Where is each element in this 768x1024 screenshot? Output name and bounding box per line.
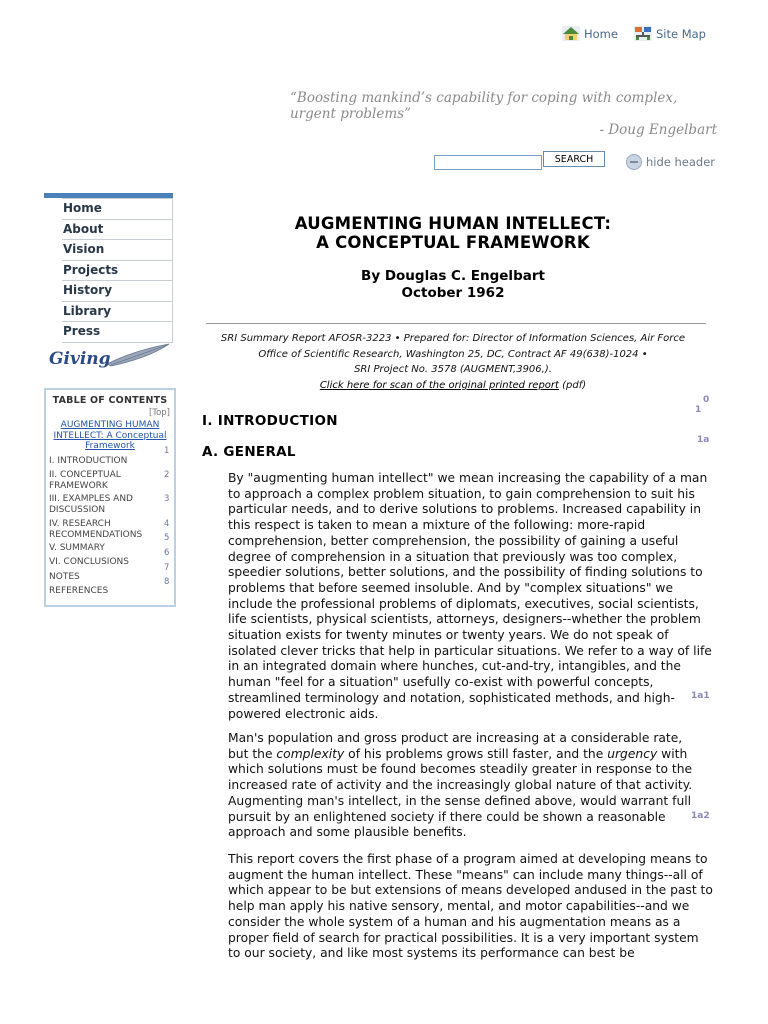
sidebar-item-library[interactable]: Library [62, 302, 173, 323]
toc-num: 7 [164, 563, 170, 573]
toc-num: 2 [164, 470, 170, 480]
meta-line-4 [200, 378, 706, 394]
paragraph-1a3: This report covers the first phase of a program aimed at developing means to augment the human intellect. These "means" can include many things--all of which appear to be but extensions of means developed andused in the past to help man apply his native sensory, mental, and motor capabilities--and we consider the whole system of a human and his augmentation means as a proper field of search for practical possibilities. It is a very important system to our society, and like most systems its performance can best be [228, 852, 713, 961]
section-heading: I. INTRODUCTION [202, 413, 338, 429]
paragraph-id[interactable]: 1 [695, 405, 702, 415]
meta-line-1: SRI Summary Report AFOSR-3223 • Prepared for: Director of Information Sciences, Air Force [220, 333, 686, 344]
paragraph-id[interactable]: 1a2 [691, 811, 710, 821]
toc-item-conclusions[interactable]: VI. CONCLUSIONS [49, 557, 129, 567]
quote-author: - Doug Engelbart [599, 122, 717, 138]
toc-num: 1 [164, 446, 170, 456]
title-line-2: A CONCEPTUAL FRAMEWORK [316, 233, 590, 252]
report-meta [200, 331, 706, 393]
subsection-heading: A. GENERAL [202, 444, 296, 460]
p2-text: with which solutions must be found becomes steadily greater in response to the increased rate of activity and the increasingly global nature of that activity. Augmenting man's intellect, in the sense defined above, would warrant full pursuit by an enlightened society if there could be shown a reasonable approach and some plausible benefits. [228, 746, 693, 840]
svg-text:Giving: Giving [49, 349, 111, 369]
sitemap-link[interactable] [634, 26, 706, 41]
toc-item-research[interactable]: IV. RESEARCH RECOMMENDATIONS [49, 519, 143, 540]
hide-header-toggle[interactable] [626, 154, 715, 170]
header-quote: “Boosting mankind’s capability for coping with complex, urgent problems” [290, 90, 678, 122]
sidebar-menu [44, 193, 173, 343]
meta-line-2: Office of Scientific Research, Washington 25, DC, Contract AF 49(638)-1024 • [258, 348, 648, 360]
toc-title: TABLE OF CONTENTS [52, 395, 168, 406]
meta-line-3: SRI Project No. 3578 (AUGMENT,3906,). [354, 364, 552, 376]
title-line-1: AUGMENTING HUMAN INTELLECT: [294, 214, 612, 233]
document-title [200, 214, 706, 252]
table-of-contents [44, 388, 176, 607]
toc-item-summary[interactable]: V. SUMMARY [49, 543, 105, 553]
sitemap-icon [634, 26, 652, 41]
p2-emphasis: complexity [276, 746, 345, 761]
scan-suffix: (pdf) [558, 379, 587, 391]
toc-num: 4 [164, 519, 170, 529]
divider [206, 323, 706, 324]
search-input[interactable] [434, 155, 542, 170]
paragraph-1a1: By "augmenting human intellect" we mean increasing the capability of a man to approach a complex problem situation, to gain comprehension to suit his particular needs, and to derive solutions to problems. Increased capability in this respect is taken to mean a mixture of the following: more-rapid comprehension, better comprehension, the possibility of gaining a useful degree of comprehension in a situation that previously was too complex, speedier solutions, better solutions, and the possibility of finding solutions to problems that before seemed insoluble. And by "complex situations" we include the professional problems of diplomats, executives, social scientists, life scientists, physical scientists, attorneys, designers--whether the problem situation exists for twenty minutes or twenty years. We do not speak of isolated clever tricks that help in particular situations. We refer to a way of life in an integrated domain where hunches, cut-and-try, intangibles, and the human "feel for a situation" usefully co-exist with powerful concepts, streamlined terminology and notation, sophisticated methods, and high-powered electronic aids. [228, 471, 712, 721]
toc-num: 3 [164, 494, 170, 504]
p2-text: of his problems grows still faster, and the [344, 746, 608, 761]
sitemap-link-label: Site Map [655, 26, 706, 41]
paragraph-id[interactable]: 1a1 [691, 691, 710, 701]
toc-num: 6 [164, 548, 170, 558]
byline [200, 268, 706, 302]
sidebar-item-press[interactable]: Press [62, 322, 173, 343]
paragraph-id[interactable]: 0 [703, 395, 710, 405]
toc-item-introduction[interactable]: I. INTRODUCTION [49, 456, 128, 466]
author: By Douglas C. Engelbart [361, 268, 545, 284]
giving-link[interactable] [47, 342, 172, 372]
p2-emphasis: urgency [607, 746, 658, 761]
scan-link[interactable]: Click here for scan of the original printed report [319, 379, 559, 391]
paragraph-1a2 [228, 731, 698, 841]
minus-circle-icon [626, 154, 642, 170]
toc-doc-link[interactable]: AUGMENTING HUMAN INTELLECT: A Conceptual Framework [53, 420, 167, 451]
giving-logo-icon [47, 342, 172, 372]
toc-num: 8 [164, 577, 170, 587]
toc-item-examples[interactable]: III. EXAMPLES AND DISCUSSION [49, 494, 133, 515]
toc-item-references[interactable]: REFERENCES [49, 586, 109, 596]
hide-header-label: hide header [646, 155, 716, 169]
toc-top-link[interactable]: [Top] [149, 408, 170, 418]
p2-text: Man's population and gross product are increasing at a considerable rate, but the [228, 731, 683, 761]
toc-item-conceptual-framework[interactable]: II. CONCEPTUAL FRAMEWORK [49, 470, 121, 491]
top-nav [562, 26, 706, 41]
sidebar-item-home[interactable]: Home [62, 198, 173, 220]
sidebar-item-history[interactable]: History [62, 281, 173, 302]
home-icon [562, 26, 580, 41]
home-link[interactable] [562, 26, 618, 41]
sidebar-item-projects[interactable]: Projects [62, 261, 173, 282]
toc-item-notes[interactable]: NOTES [49, 572, 80, 582]
sidebar-item-vision[interactable]: Vision [62, 240, 173, 261]
home-link-label: Home [584, 26, 618, 41]
toc-num: 5 [164, 533, 170, 543]
search-button[interactable]: SEARCH [543, 151, 605, 167]
paragraph-id[interactable]: 1a [697, 435, 710, 445]
sidebar-item-about[interactable]: About [62, 220, 173, 241]
date: October 1962 [401, 285, 505, 301]
